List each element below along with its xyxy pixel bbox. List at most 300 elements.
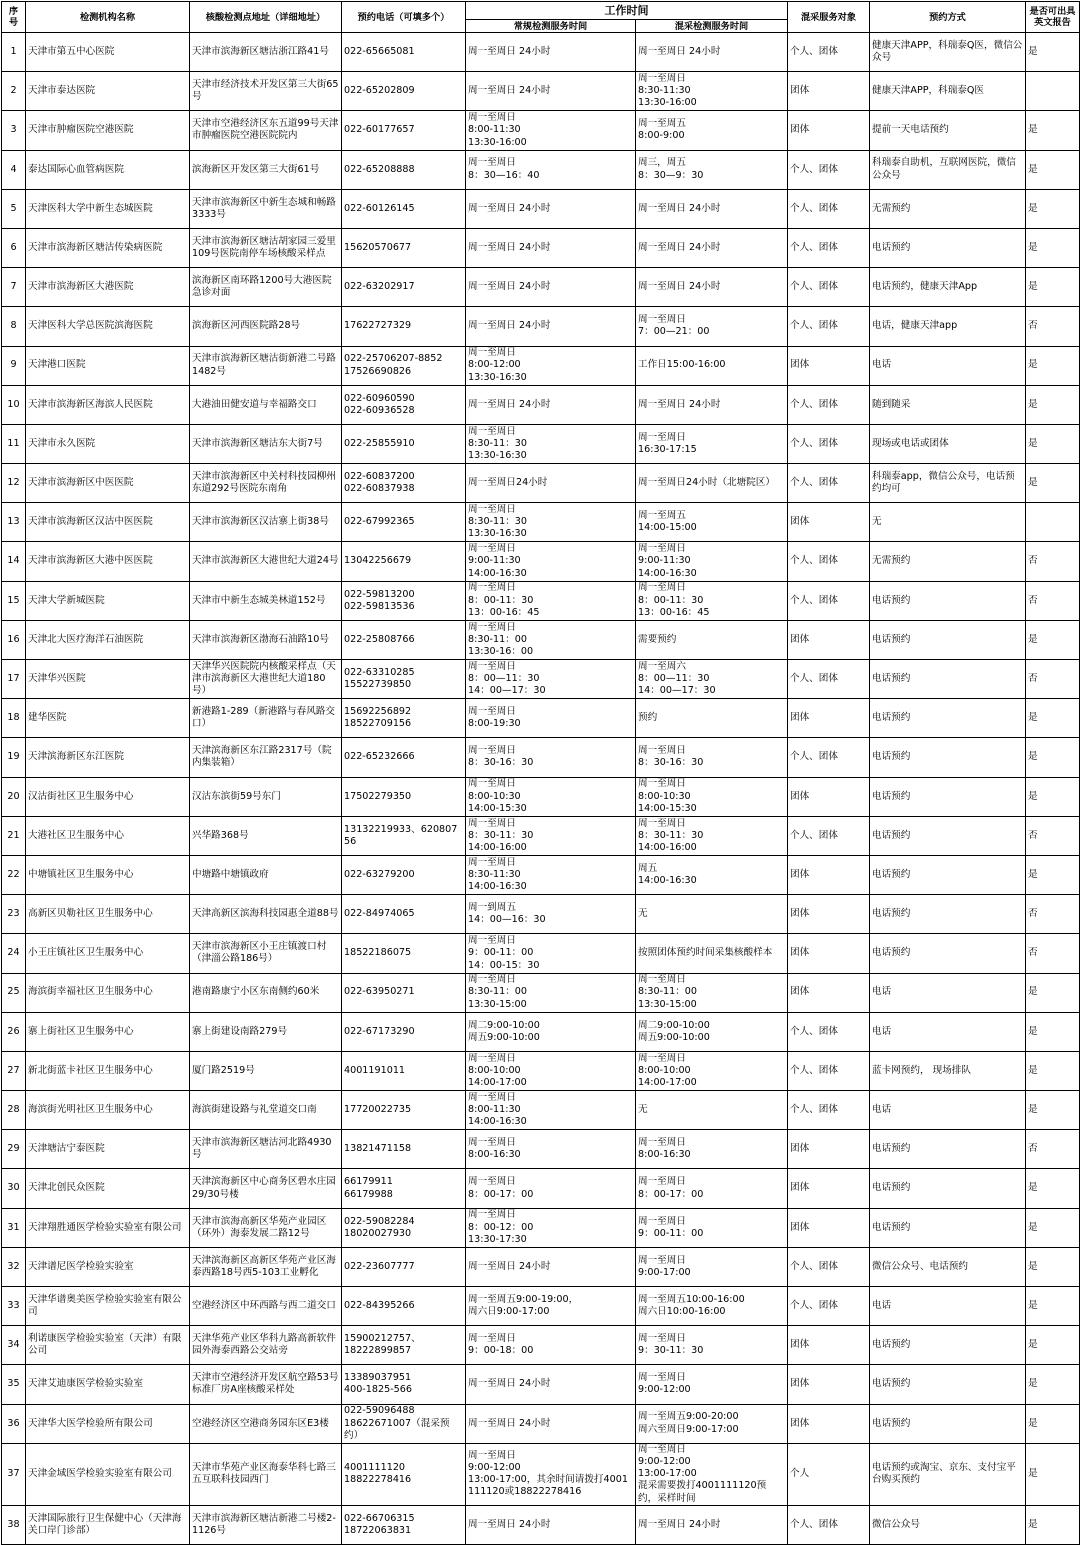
cell-mixed-time: 周一至周日 9:00-17:00 <box>636 1247 788 1286</box>
cell-name: 天津市第五中心医院 <box>26 33 190 72</box>
cell-target: 团体 <box>788 855 870 894</box>
cell-method: 电话预约 <box>870 895 1026 934</box>
cell-method: 电话预约 <box>870 855 1026 894</box>
cell-regular-time: 周一至周日 24小时 <box>466 307 636 346</box>
cell-english: 是 <box>1026 228 1080 267</box>
cell-no: 32 <box>2 1247 26 1286</box>
cell-no: 27 <box>2 1051 26 1090</box>
cell-english: 是 <box>1026 111 1080 150</box>
cell-phone: 18522186075 <box>342 934 466 973</box>
cell-phone: 15900212757、 18222899857 <box>342 1326 466 1365</box>
table-row <box>2 1208 1080 1247</box>
cell-english: 否 <box>1026 816 1080 855</box>
cell-address: 天津市滨海新区渤海石油路10号 <box>190 620 342 659</box>
cell-phone: 15620570677 <box>342 228 466 267</box>
table-row <box>2 424 1080 463</box>
table-row <box>2 895 1080 934</box>
cell-method: 电话，健康天津app <box>870 307 1026 346</box>
cell-target: 个人 <box>788 1443 870 1505</box>
cell-english: 是 <box>1026 385 1080 424</box>
table-row <box>2 738 1080 777</box>
cell-target: 个人、团体 <box>788 660 870 699</box>
cell-mixed-time: 按照团体预约时间采集核酸样本 <box>636 934 788 973</box>
cell-target: 团体 <box>788 111 870 150</box>
cell-regular-time: 周一至周日 8:30-11：00 13:30-15:00 <box>466 973 636 1012</box>
cell-address: 天津市滨海新区小王庄镇渡口村（津淄公路186号） <box>190 934 342 973</box>
cell-method: 微信公众号 <box>870 1505 1026 1544</box>
cell-address: 空港经济区中环西路与西二道交口 <box>190 1287 342 1326</box>
cell-english: 是 <box>1026 1091 1080 1130</box>
cell-mixed-time: 周一至周日 9:00-12:00 <box>636 1365 788 1404</box>
cell-no: 24 <box>2 934 26 973</box>
cell-no: 37 <box>2 1443 26 1505</box>
cell-no: 22 <box>2 855 26 894</box>
cell-english: 是 <box>1026 1169 1080 1208</box>
cell-regular-time: 周一至周日 8:30-11：00 13:30-16：00 <box>466 620 636 659</box>
cell-regular-time: 周一至周日 8：00-12：00 13:30-17:30 <box>466 1208 636 1247</box>
cell-method: 电话预约 <box>870 581 1026 620</box>
cell-address: 天津市滨海新区中关村科技园柳州东道292号医院东南角 <box>190 464 342 503</box>
header-work-time: 工作时间 <box>466 2 788 20</box>
cell-name: 天津市滨海新区中医医院 <box>26 464 190 503</box>
cell-name: 天津北大医疗海洋石油医院 <box>26 620 190 659</box>
cell-no: 9 <box>2 346 26 385</box>
cell-mixed-time: 周一至周日 16:30-17:15 <box>636 424 788 463</box>
cell-target: 个人、团体 <box>788 1051 870 1090</box>
cell-english: 是 <box>1026 346 1080 385</box>
cell-mixed-time: 周一至周日 9:00-12:00 13:00-17:00 混采需要拨打4001111120预约，采样时间 <box>636 1443 788 1505</box>
cell-method: 科瑞泰app，微信公众号，电话预约均可 <box>870 464 1026 503</box>
cell-target: 团体 <box>788 72 870 111</box>
table-row <box>2 542 1080 581</box>
cell-name: 中塘镇社区卫生服务中心 <box>26 855 190 894</box>
cell-name: 天津华大医学检验所有限公司 <box>26 1404 190 1443</box>
cell-mixed-time: 预约 <box>636 699 788 738</box>
cell-method: 电话预约 <box>870 738 1026 777</box>
cell-english <box>1026 72 1080 111</box>
header-english: 是否可出具英文报告 <box>1026 2 1080 33</box>
cell-target: 个人、团体 <box>788 424 870 463</box>
cell-english: 是 <box>1026 1012 1080 1051</box>
cell-english: 是 <box>1026 150 1080 189</box>
cell-target: 团体 <box>788 1130 870 1169</box>
cell-regular-time: 周一至周日 8:00-19:30 <box>466 699 636 738</box>
cell-method: 电话 <box>870 973 1026 1012</box>
header-address: 核酸检测点地址（详细地址） <box>190 2 342 33</box>
header-no: 序 号 <box>2 2 26 33</box>
cell-address: 天津市滨海高新区华苑产业园区（环外）海泰发展二路12号 <box>190 1208 342 1247</box>
cell-mixed-time: 周一至周日 24小时 <box>636 33 788 72</box>
cell-name: 天津市滨海新区海滨人民医院 <box>26 385 190 424</box>
cell-regular-time: 周一至周日 8:00-10:00 14:00-17:00 <box>466 1051 636 1090</box>
cell-regular-time: 周一至周日 24小时 <box>466 1404 636 1443</box>
cell-name: 天津谱尼医学检验实验室 <box>26 1247 190 1286</box>
cell-mixed-time: 周一至周日 8:00-16:30 <box>636 1130 788 1169</box>
cell-no: 8 <box>2 307 26 346</box>
cell-regular-time: 周一至周日 8:00-12:00 13:30-16:30 <box>466 346 636 385</box>
cell-name: 天津医科大学总医院滨海医院 <box>26 307 190 346</box>
cell-regular-time: 周一至周日 8:00-16:30 <box>466 1130 636 1169</box>
table-body <box>2 33 1080 1545</box>
cell-phone: 17502279350 <box>342 777 466 816</box>
cell-english: 是 <box>1026 1505 1080 1544</box>
header-mixed-time: 混采检测服务时间 <box>636 20 788 33</box>
cell-no: 18 <box>2 699 26 738</box>
cell-mixed-time: 周一至周日 24小时 <box>636 189 788 228</box>
cell-method: 电话预约，健康天津App <box>870 268 1026 307</box>
cell-phone: 022-59813200 022-59813536 <box>342 581 466 620</box>
cell-regular-time: 周一到周五 14：00—16：30 <box>466 895 636 934</box>
cell-phone: 13389037951 400-1825-566 <box>342 1365 466 1404</box>
cell-address: 天津市滨海新区塘沽新港二号楼2-1126号 <box>190 1505 342 1544</box>
cell-regular-time: 周一至周日 24小时 <box>466 268 636 307</box>
cell-phone: 13821471158 <box>342 1130 466 1169</box>
cell-address: 天津华苑产业区华科九路高新软件园外海泰西路公交站旁 <box>190 1326 342 1365</box>
cell-name: 天津市肿瘤医院空港医院 <box>26 111 190 150</box>
cell-address: 天津市滨海新区塘沽浙江路41号 <box>190 33 342 72</box>
cell-phone: 022-59082284 18020027930 <box>342 1208 466 1247</box>
cell-mixed-time: 周一至周日 24小时 <box>636 1505 788 1544</box>
cell-no: 11 <box>2 424 26 463</box>
cell-target: 个人、团体 <box>788 33 870 72</box>
cell-address: 天津市滨海新区塘沽胡家园三爱里109号医院南停车场核酸采样点 <box>190 228 342 267</box>
table-row <box>2 385 1080 424</box>
cell-address: 空港经济区空港商务园东区E3楼 <box>190 1404 342 1443</box>
table-row <box>2 150 1080 189</box>
cell-regular-time: 周一至周日 24小时 <box>466 385 636 424</box>
cell-no: 35 <box>2 1365 26 1404</box>
cell-address: 厦门路2519号 <box>190 1051 342 1090</box>
cell-regular-time: 周一至周日 8:30-11：30 13:30-16:30 <box>466 424 636 463</box>
cell-address: 天津市华苑产业区海泰华科七路三五互联科技园西门 <box>190 1443 342 1505</box>
cell-method: 电话 <box>870 346 1026 385</box>
cell-target: 团体 <box>788 777 870 816</box>
cell-regular-time: 周一至周日 8：00—11：30 14：00—17：30 <box>466 660 636 699</box>
cell-no: 23 <box>2 895 26 934</box>
table-row <box>2 1326 1080 1365</box>
cell-phone: 022-25808766 <box>342 620 466 659</box>
cell-no: 13 <box>2 503 26 542</box>
cell-phone: 022-25855910 <box>342 424 466 463</box>
cell-phone: 022-63950271 <box>342 973 466 1012</box>
cell-regular-time: 周一至周日 8：30—16：40 <box>466 150 636 189</box>
cell-method: 电话预约 <box>870 699 1026 738</box>
cell-mixed-time: 周五 14:00-16:30 <box>636 855 788 894</box>
cell-english: 否 <box>1026 581 1080 620</box>
cell-target: 个人、团体 <box>788 738 870 777</box>
cell-method: 电话 <box>870 1287 1026 1326</box>
cell-regular-time: 周一至周日 24小时 <box>466 33 636 72</box>
table-row <box>2 1091 1080 1130</box>
table-row <box>2 1169 1080 1208</box>
cell-english: 是 <box>1026 1051 1080 1090</box>
cell-address: 寨上街建设南路279号 <box>190 1012 342 1051</box>
cell-phone: 13132219933、62080756 <box>342 816 466 855</box>
cell-phone: 022-60837200 022-60837938 <box>342 464 466 503</box>
cell-english: 是 <box>1026 464 1080 503</box>
cell-name: 天津华兴医院 <box>26 660 190 699</box>
cell-address: 天津滨海新区高新区华苑产业区海泰西路18号西5-103工业孵化 <box>190 1247 342 1286</box>
cell-regular-time: 周一至周日 8：00-17：00 <box>466 1169 636 1208</box>
cell-phone: 13042256679 <box>342 542 466 581</box>
cell-name: 利诺康医学检验实验室（天津）有限公司 <box>26 1326 190 1365</box>
cell-mixed-time: 周一至周日 8：30-16：30 <box>636 738 788 777</box>
table-row <box>2 72 1080 111</box>
cell-english: 是 <box>1026 1443 1080 1505</box>
cell-mixed-time: 周三，周五 8：30—9：30 <box>636 150 788 189</box>
cell-target: 个人、团体 <box>788 581 870 620</box>
cell-no: 36 <box>2 1404 26 1443</box>
table-row <box>2 777 1080 816</box>
cell-name: 大港社区卫生服务中心 <box>26 816 190 855</box>
table-row <box>2 346 1080 385</box>
cell-mixed-time: 周一至周日 8:30-11：00 13:30-15:00 <box>636 973 788 1012</box>
cell-target: 个人、团体 <box>788 816 870 855</box>
table-row <box>2 1443 1080 1505</box>
cell-mixed-time: 工作日15:00-16:00 <box>636 346 788 385</box>
cell-no: 30 <box>2 1169 26 1208</box>
header-method: 预约方式 <box>870 2 1026 33</box>
cell-english: 是 <box>1026 33 1080 72</box>
cell-phone: 022-84974065 <box>342 895 466 934</box>
cell-address: 中塘路中塘镇政府 <box>190 855 342 894</box>
cell-no: 4 <box>2 150 26 189</box>
cell-mixed-time: 周一至周日 8：00-17：00 <box>636 1169 788 1208</box>
cell-no: 17 <box>2 660 26 699</box>
cell-address: 天津市滨海新区中新生态城和畅路3333号 <box>190 189 342 228</box>
cell-regular-time: 周一至周日 24小时 <box>466 228 636 267</box>
table-row <box>2 1247 1080 1286</box>
cell-method: 健康天津APP，科瑞泰Q医，微信公众号 <box>870 33 1026 72</box>
cell-no: 34 <box>2 1326 26 1365</box>
cell-name: 新北街蓝卡社区卫生服务中心 <box>26 1051 190 1090</box>
cell-method: 无需预约 <box>870 189 1026 228</box>
cell-no: 5 <box>2 189 26 228</box>
cell-phone: 022-65665081 <box>342 33 466 72</box>
cell-mixed-time: 需要预约 <box>636 620 788 659</box>
cell-no: 26 <box>2 1012 26 1051</box>
cell-regular-time: 周一至周日 8：00-11：30 13：00-16：45 <box>466 581 636 620</box>
cell-mixed-time: 周一至周日 8:30-11:30 13:30-16:00 <box>636 72 788 111</box>
cell-method: 提前一天电话预约 <box>870 111 1026 150</box>
cell-regular-time: 周一至周日 9:00-11:30 14:00-16:30 <box>466 542 636 581</box>
cell-no: 25 <box>2 973 26 1012</box>
cell-target: 团体 <box>788 1365 870 1404</box>
cell-regular-time: 周一至周日24小时 <box>466 464 636 503</box>
table-row <box>2 1404 1080 1443</box>
cell-target: 个人、团体 <box>788 1091 870 1130</box>
cell-mixed-time: 周一至周日 9：30-11：30 <box>636 1326 788 1365</box>
cell-phone: 022-60960590 022-60936528 <box>342 385 466 424</box>
cell-target: 团体 <box>788 1326 870 1365</box>
cell-phone: 022-65232666 <box>342 738 466 777</box>
cell-regular-time: 周一至周日 9：00-18：00 <box>466 1326 636 1365</box>
cell-address: 天津滨海新区中心商务区碧水庄园29/30号楼 <box>190 1169 342 1208</box>
cell-no: 15 <box>2 581 26 620</box>
cell-target: 团体 <box>788 973 870 1012</box>
cell-name: 天津翔胜通医学检验实验室有限公司 <box>26 1208 190 1247</box>
cell-name: 天津市滨海新区汉沽中医医院 <box>26 503 190 542</box>
cell-target: 团体 <box>788 503 870 542</box>
cell-name: 天津金域医学检验实验室有限公司 <box>26 1443 190 1505</box>
cell-phone: 022-65202809 <box>342 72 466 111</box>
cell-mixed-time: 周一至周日 7：00—21：00 <box>636 307 788 346</box>
cell-regular-time: 周一至周日 8：30-11：30 14:00-16:00 <box>466 816 636 855</box>
cell-method: 无需预约 <box>870 542 1026 581</box>
cell-address: 天津高新区滨海科技园惠全道88号 <box>190 895 342 934</box>
cell-name: 天津滨海新区东江医院 <box>26 738 190 777</box>
cell-method: 电话预约 <box>870 1404 1026 1443</box>
cell-name: 天津国际旅行卫生保健中心（天津海关口岸门诊部） <box>26 1505 190 1544</box>
cell-regular-time: 周一至周日 24小时 <box>466 1247 636 1286</box>
cell-phone: 66179911 66179988 <box>342 1169 466 1208</box>
cell-name: 天津市滨海新区大港中医医院 <box>26 542 190 581</box>
cell-method: 电话预约 <box>870 816 1026 855</box>
cell-address: 海滨街建设路与礼堂道交口南 <box>190 1091 342 1130</box>
cell-address: 滨海新区南环路1200号大港医院急诊对面 <box>190 268 342 307</box>
cell-english: 否 <box>1026 660 1080 699</box>
cell-name: 天津市泰达医院 <box>26 72 190 111</box>
cell-target: 个人、团体 <box>788 1505 870 1544</box>
cell-phone: 17622727329 <box>342 307 466 346</box>
cell-method: 随到随采 <box>870 385 1026 424</box>
cell-target: 团体 <box>788 1404 870 1443</box>
cell-regular-time: 周一至周日 8：30-16：30 <box>466 738 636 777</box>
cell-mixed-time: 周一至周日 8：30-11：30 14:00-16:00 <box>636 816 788 855</box>
cell-no: 21 <box>2 816 26 855</box>
cell-method: 电话预约或淘宝、京东、支付宝平台购买预约 <box>870 1443 1026 1505</box>
table-row <box>2 268 1080 307</box>
cell-method: 电话预约 <box>870 1365 1026 1404</box>
table-row <box>2 973 1080 1012</box>
cell-name: 天津艾迪康医学检验实验室 <box>26 1365 190 1404</box>
header-target: 混采服务对象 <box>788 2 870 33</box>
cell-no: 31 <box>2 1208 26 1247</box>
cell-name: 海滨街光明社区卫生服务中心 <box>26 1091 190 1130</box>
cell-english: 是 <box>1026 973 1080 1012</box>
table-row <box>2 228 1080 267</box>
cell-english: 否 <box>1026 934 1080 973</box>
cell-regular-time: 周一至周日 24小时 <box>466 189 636 228</box>
cell-method: 电话预约 <box>870 1208 1026 1247</box>
cell-english: 否 <box>1026 542 1080 581</box>
cell-name: 天津塘沽宁泰医院 <box>26 1130 190 1169</box>
cell-method: 电话预约 <box>870 934 1026 973</box>
header-regular-time: 常规检测服务时间 <box>466 20 636 33</box>
cell-phone: 022-67173290 <box>342 1012 466 1051</box>
cell-english: 是 <box>1026 1208 1080 1247</box>
cell-name: 天津港口医院 <box>26 346 190 385</box>
cell-target: 团体 <box>788 1169 870 1208</box>
cell-no: 20 <box>2 777 26 816</box>
cell-phone: 022-60126145 <box>342 189 466 228</box>
cell-target: 个人、团体 <box>788 307 870 346</box>
cell-mixed-time: 周一至周五10:00-16:00 周六日10:00-16:00 <box>636 1287 788 1326</box>
cell-mixed-time: 周一至周五 8:00-9:00 <box>636 111 788 150</box>
cell-mixed-time: 周一至周日 8：00-11：30 13：00-16：45 <box>636 581 788 620</box>
cell-method: 现场或电话或团体 <box>870 424 1026 463</box>
cell-phone: 022-63279200 <box>342 855 466 894</box>
cell-regular-time: 周一至周日 9：00-11：00 14：00-15：30 <box>466 934 636 973</box>
cell-target: 团体 <box>788 934 870 973</box>
cell-regular-time: 周一至周日 8:30-11：30 13:30-16:30 <box>466 503 636 542</box>
cell-name: 天津市永久医院 <box>26 424 190 463</box>
cell-target: 个人、团体 <box>788 1247 870 1286</box>
table-row <box>2 699 1080 738</box>
cell-no: 28 <box>2 1091 26 1130</box>
cell-method: 科瑞泰自助机，互联网医院，微信公众号 <box>870 150 1026 189</box>
cell-regular-time: 周一至周日 9:00-12:00 13:00-17:00，其余时间请拨打4001111120或18822278416 <box>466 1443 636 1505</box>
table-row <box>2 111 1080 150</box>
cell-mixed-time: 周一至周五 14:00-15:00 <box>636 503 788 542</box>
cell-no: 12 <box>2 464 26 503</box>
cell-mixed-time: 周一至周日 24小时 <box>636 228 788 267</box>
cell-phone: 022-23607777 <box>342 1247 466 1286</box>
cell-mixed-time: 无 <box>636 1091 788 1130</box>
cell-phone: 4001191011 <box>342 1051 466 1090</box>
cell-regular-time: 周一至周五9:00-19:00， 周六日9:00-17:00 <box>466 1287 636 1326</box>
cell-no: 19 <box>2 738 26 777</box>
table-row <box>2 503 1080 542</box>
cell-method: 电话 <box>870 1012 1026 1051</box>
cell-address: 天津市滨海新区塘沽街新港二号路1482号 <box>190 346 342 385</box>
table-row <box>2 660 1080 699</box>
cell-address: 天津市滨海新区塘沽东大街7号 <box>190 424 342 463</box>
cell-address: 天津市中新生态城美林道152号 <box>190 581 342 620</box>
table-row <box>2 307 1080 346</box>
cell-phone: 022-63310285 15522739850 <box>342 660 466 699</box>
cell-english: 否 <box>1026 1130 1080 1169</box>
cell-name: 小王庄镇社区卫生服务中心 <box>26 934 190 973</box>
cell-regular-time: 周一至周日 24小时 <box>466 1365 636 1404</box>
table-row <box>2 816 1080 855</box>
testing-sites-table <box>1 1 1080 1545</box>
cell-mixed-time: 无 <box>636 895 788 934</box>
cell-method: 电话预约 <box>870 620 1026 659</box>
cell-address: 滨海新区开发区第三大街61号 <box>190 150 342 189</box>
cell-phone: 022-25706207-8852 17526690826 <box>342 346 466 385</box>
cell-name: 泰达国际心血管病医院 <box>26 150 190 189</box>
cell-method: 电话预约 <box>870 777 1026 816</box>
cell-name: 汉沽街社区卫生服务中心 <box>26 777 190 816</box>
cell-english: 是 <box>1026 424 1080 463</box>
cell-address: 天津滨海新区东江路2317号（院内集装箱） <box>190 738 342 777</box>
cell-method: 电话 <box>870 1091 1026 1130</box>
cell-target: 团体 <box>788 1208 870 1247</box>
cell-target: 个人、团体 <box>788 268 870 307</box>
cell-english: 否 <box>1026 307 1080 346</box>
table-row <box>2 620 1080 659</box>
cell-method: 电话预约 <box>870 660 1026 699</box>
table-row <box>2 1130 1080 1169</box>
header-name: 检测机构名称 <box>26 2 190 33</box>
cell-regular-time: 周二9:00-10:00 周五9:00-10:00 <box>466 1012 636 1051</box>
cell-no: 33 <box>2 1287 26 1326</box>
cell-mixed-time: 周一至周日 9:00-11:30 14:00-16:30 <box>636 542 788 581</box>
cell-english: 是 <box>1026 699 1080 738</box>
cell-no: 29 <box>2 1130 26 1169</box>
cell-target: 团体 <box>788 699 870 738</box>
cell-target: 个人、团体 <box>788 464 870 503</box>
table-row <box>2 189 1080 228</box>
table-row <box>2 1287 1080 1326</box>
cell-phone: 17720022735 <box>342 1091 466 1130</box>
cell-method: 电话预约 <box>870 1130 1026 1169</box>
cell-target: 团体 <box>788 346 870 385</box>
cell-target: 个人、团体 <box>788 228 870 267</box>
cell-regular-time: 周一至周日 8:00-11:30 13:30-16:00 <box>466 111 636 150</box>
cell-mixed-time: 周一至周日24小时（北塘院区） <box>636 464 788 503</box>
